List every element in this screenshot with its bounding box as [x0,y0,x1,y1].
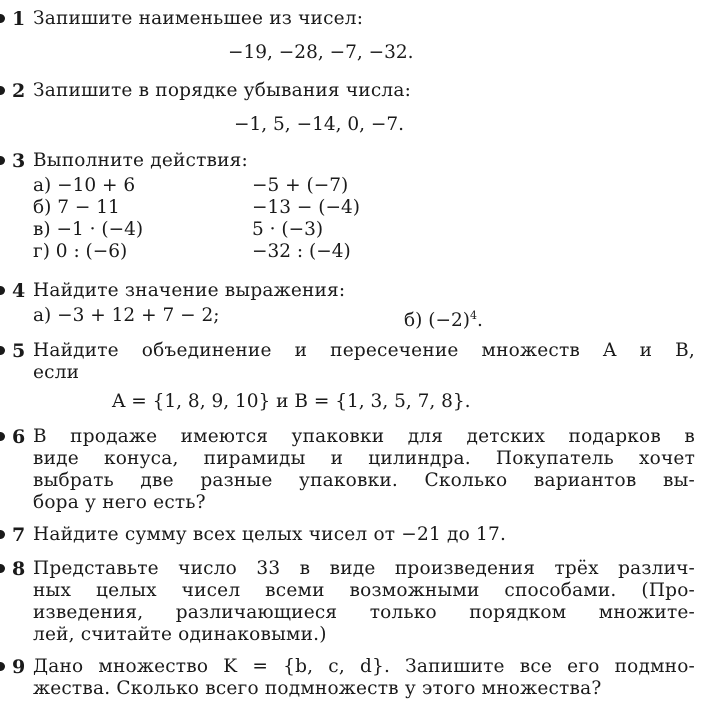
task-number: 7 [12,524,26,546]
task-text-line-4: бора у него есть? [33,492,206,513]
task-text: Запишите в порядке убывания числа: [33,80,412,101]
task-number: 6 [12,426,26,448]
task-number: 2 [12,80,26,102]
task-text-line-1: В продаже имеются упаковки для детских подарков в [33,426,695,447]
expression-a: а) −3 + 12 + 7 − 2; [33,305,220,326]
bullet-marker [0,86,5,95]
bullet-marker [0,564,5,573]
exercise-d-right: −32 : (−4) [252,241,351,262]
task-text-line-4: лей, считайте одинаковыми.) [33,624,327,645]
sets-definition: A = {1, 8, 9, 10} и B = {1, 3, 5, 7, 8}. [112,391,471,412]
task-text: Найдите значение выражения: [33,280,346,301]
task-text-line-1: Найдите объединение и пересечение множеств A и B, [33,340,695,361]
exercise-d-left: г) 0 : (−6) [33,241,128,262]
exercise-b-left: б) 7 − 11 [33,197,120,218]
exercise-a-left: а) −10 + 6 [33,175,136,196]
task-text-line-3: выбрать две разные упаковки. Сколько вариантов вы- [33,470,695,491]
task-number: 4 [12,280,26,302]
task-text-line-1: Дано множество K = {b, c, d}. Запишите все его подмно- [33,656,695,677]
task-numbers: −19, −28, −7, −32. [228,42,414,63]
task-text-line-2: если [33,362,80,383]
bullet-marker [0,286,5,295]
task-number: 5 [12,340,26,362]
task-text-line-2: виде конуса, пирамиды и цилиндра. Покупатель хочет [33,448,695,469]
task-number: 3 [12,150,26,172]
exercise-b-right: −13 − (−4) [252,197,361,218]
exponent: 4 [469,309,477,322]
exercise-a-right: −5 + (−7) [252,175,349,196]
task-text-line-2: ных целых чисел всеми возможными способами. (Про- [33,580,695,601]
task-text: Найдите сумму всех целых чисел от −21 до 17. [33,524,507,545]
expression-b: б) $(-2)^4$. [404,309,483,332]
task-number: 1 [12,8,26,30]
bullet-marker [0,530,5,539]
task-number: 9 [12,656,26,678]
task-numbers: −1, 5, −14, 0, −7. [234,114,405,135]
bullet-marker [0,346,5,355]
bullet-marker [0,14,5,23]
task-text-line-2: жества. Сколько всего подмножеств у этого множества? [33,678,602,699]
bullet-marker [0,432,5,441]
bullet-marker [0,156,5,165]
bullet-marker [0,662,5,671]
task-text-line-3: изведения, различающиеся только порядком множите- [33,602,695,623]
task-number: 8 [12,558,26,580]
task-text-line-1: Представьте число 33 в виде произведения трёх различ- [33,558,695,579]
exercise-c-right: 5 · (−3) [252,219,324,240]
exercise-c-left: в) −1 · (−4) [33,219,144,240]
task-text: Выполните действия: [33,150,248,171]
task-text: Запишите наименьшее из чисел: [33,8,364,29]
